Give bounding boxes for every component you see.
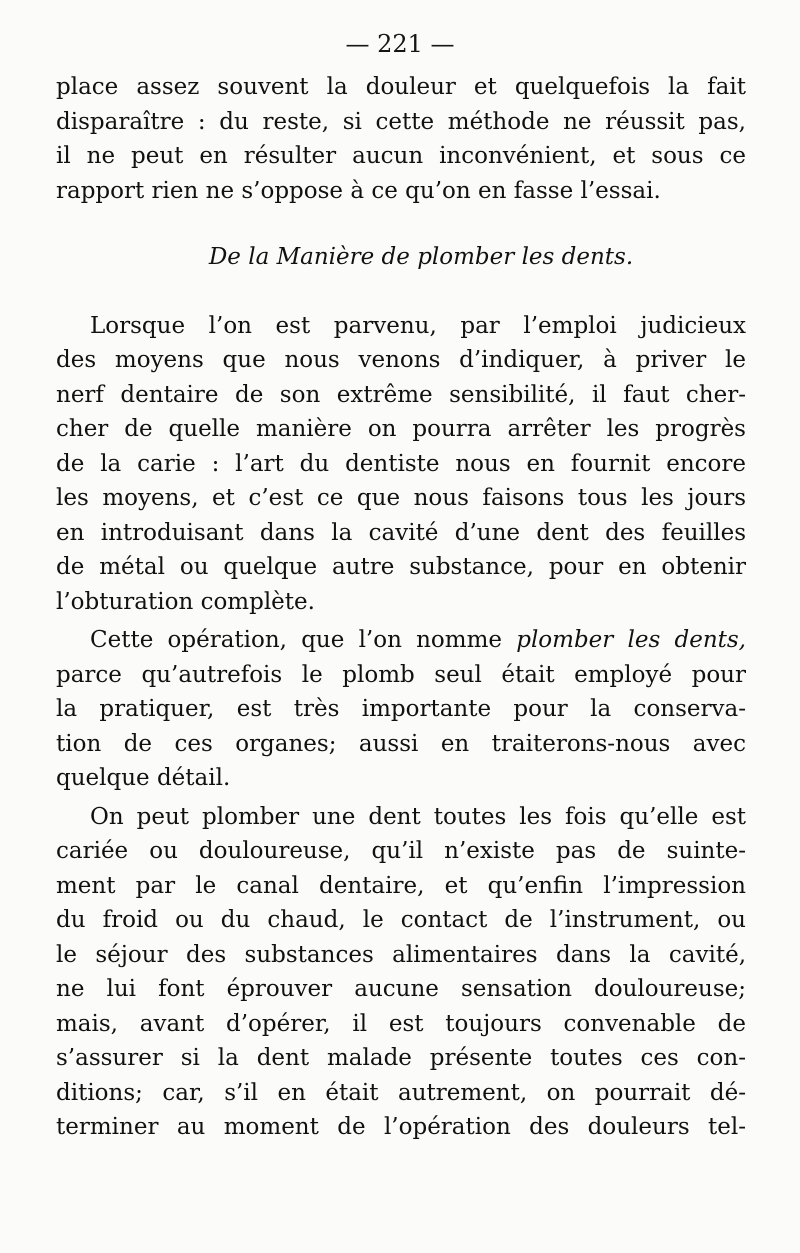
text-line: s’assurer si la dent malade présente toutes ces con- bbox=[56, 1045, 746, 1071]
text-line: en introduisant dans la cavité d’une dent des feuilles bbox=[56, 519, 746, 546]
text-line: de la carie : l’art du dentiste nous en fournit encore bbox=[56, 450, 746, 477]
paragraph bbox=[56, 309, 746, 620]
paragraph-continued bbox=[56, 70, 746, 208]
paragraph bbox=[56, 800, 746, 1145]
text-line: ment par le canal dentaire, et qu’enfin l’impression bbox=[56, 872, 746, 899]
text-line: place assez souvent la douleur et quelquefois la fait bbox=[56, 74, 746, 100]
text-line: l’obturation complète. bbox=[56, 588, 315, 615]
text-line: cariée ou douloureuse, qu’il n’existe pas de suinte- bbox=[56, 838, 746, 864]
text-line: nerf dentaire de son extrême sensibilité, il faut cher- bbox=[56, 381, 746, 408]
text-run: Cette opération, que l’on nomme bbox=[90, 627, 517, 653]
text-line: la pratiquer, est très importante pour la conserva- bbox=[56, 696, 746, 722]
text-line: les moyens, et c’est ce que nous faisons tous les jours bbox=[56, 485, 746, 511]
text-line: tion de ces organes; aussi en traiterons-nous avec bbox=[56, 730, 746, 757]
text-line: parce qu’autrefois le plomb seul était employé pour bbox=[56, 661, 746, 688]
body-text bbox=[56, 70, 746, 1145]
text-line: On peut plomber une dent toutes les fois qu’elle est bbox=[90, 803, 746, 830]
text-line: le séjour des substances alimentaires dans la cavité, bbox=[56, 941, 746, 968]
text-line: ne lui font éprouver aucune sensation douloureuse; bbox=[56, 976, 746, 1002]
section-heading: De la Manière de plomber les dents. bbox=[208, 244, 634, 270]
text-line: rapport rien ne s’oppose à ce qu’on en fasse l’essai. bbox=[56, 177, 661, 204]
text-line: ditions; car, s’il en était autrement, on pourrait dé- bbox=[56, 1079, 746, 1106]
text-line: des moyens que nous venons d’indiquer, à priver le bbox=[56, 347, 746, 373]
text-line: quelque détail. bbox=[56, 765, 231, 791]
text-line: il ne peut en résulter aucun inconvénient, et sous ce bbox=[56, 143, 746, 169]
text-line: de métal ou quelque autre substance, pour en obtenir bbox=[56, 554, 746, 580]
text-line: Lorsque l’on est parvenu, par l’emploi judicieux bbox=[90, 312, 746, 339]
text-line bbox=[56, 623, 746, 658]
text-line: mais, avant d’opérer, il est toujours convenable de bbox=[56, 1010, 746, 1037]
text-line: cher de quelle manière on pourra arrêter les progrès bbox=[56, 416, 746, 442]
text-line: disparaître : du reste, si cette méthode ne réussit pas, bbox=[56, 108, 746, 135]
italic-term: plomber les dents, bbox=[516, 627, 746, 653]
text-line: du froid ou du chaud, le contact de l’instrument, ou bbox=[56, 907, 746, 933]
page-number: — 221 — bbox=[345, 30, 455, 58]
text-line: terminer au moment de l’opération des douleurs tel- bbox=[56, 1114, 746, 1140]
paragraph bbox=[56, 623, 746, 796]
